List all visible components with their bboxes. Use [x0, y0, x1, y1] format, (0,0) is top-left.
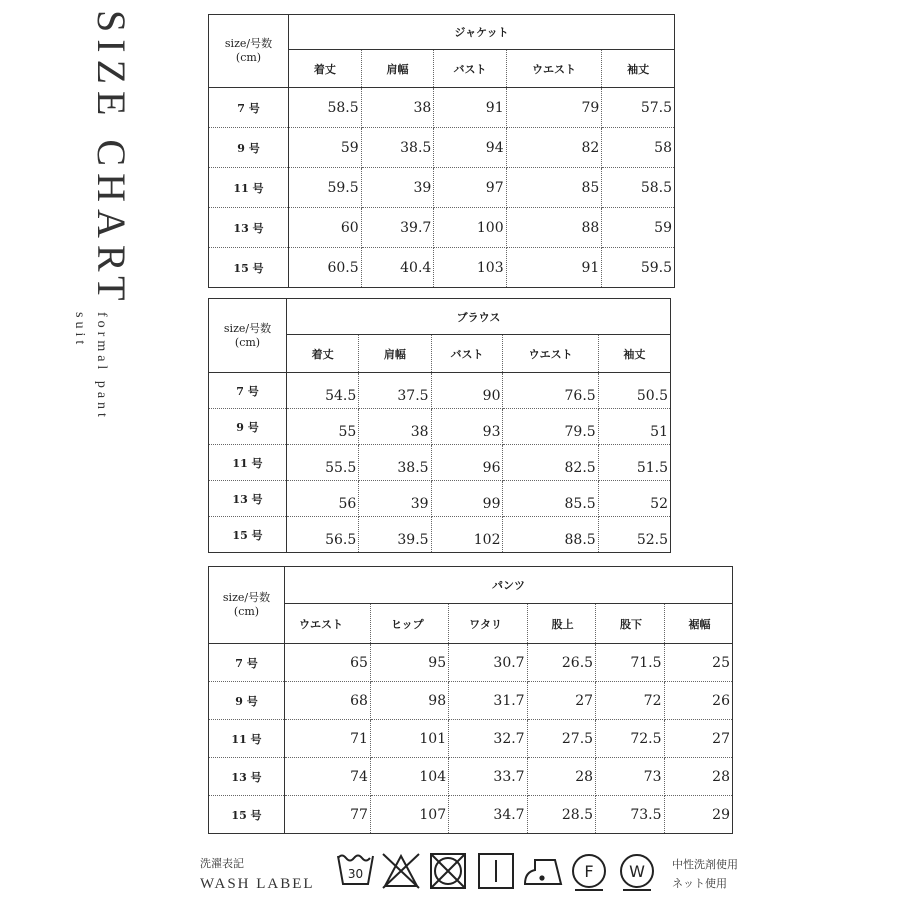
table-cell: 60.5: [289, 248, 362, 288]
table-row: [209, 720, 733, 758]
table-cell: 82: [506, 128, 602, 168]
table-cell: 28.5: [527, 796, 595, 834]
table-cell: 98: [370, 682, 448, 720]
size-corner-label: size/号数 (cm): [209, 299, 287, 373]
table-cell: 68: [285, 682, 371, 720]
table-cell: 101: [370, 720, 448, 758]
table-cell: 51: [598, 409, 670, 445]
no-bleach-icon: [383, 854, 419, 888]
table-cell: 32.7: [449, 720, 527, 758]
page-subtitle: formal pant suit: [72, 312, 109, 421]
table-cell: 34.7: [449, 796, 527, 834]
column-header: ウエスト: [506, 50, 602, 88]
table-cell: 26.5: [527, 644, 595, 682]
table-cell: 77: [285, 796, 371, 834]
row-header-size: 15 号: [209, 248, 289, 288]
row-header-size: 9 号: [209, 682, 285, 720]
svg-text:30: 30: [347, 867, 364, 881]
garment-title: パンツ: [285, 567, 733, 604]
table-cell: 38.5: [361, 128, 434, 168]
table-cell: 104: [370, 758, 448, 796]
table-cell: 39: [361, 168, 434, 208]
wash-label-jp: 洗濯表記: [200, 857, 244, 870]
table-cell: 65: [285, 644, 371, 682]
table-row: [209, 409, 671, 445]
row-header-size: 7 号: [209, 373, 287, 409]
table-cell: 102: [431, 517, 503, 553]
table-cell: 74: [285, 758, 371, 796]
jacket-size-table: [208, 14, 675, 288]
table-cell: 28: [527, 758, 595, 796]
table-row: [209, 481, 671, 517]
row-header-size: 9 号: [209, 128, 289, 168]
table-cell: 58: [602, 128, 675, 168]
column-header: 裾幅: [664, 604, 733, 644]
no-tumble-dry-icon: [431, 854, 465, 888]
table-cell: 59.5: [289, 168, 362, 208]
column-header: バスト: [431, 335, 503, 373]
table-cell: 38: [359, 409, 431, 445]
table-cell: 38: [361, 88, 434, 128]
table-row: [209, 445, 671, 481]
table-cell: 40.4: [361, 248, 434, 288]
table-cell: 55.5: [287, 445, 359, 481]
table-cell: 100: [434, 208, 506, 248]
table-cell: 59.5: [602, 248, 675, 288]
row-header-size: 11 号: [209, 720, 285, 758]
table-cell: 90: [431, 373, 503, 409]
table-row: [209, 644, 733, 682]
table-row: [209, 758, 733, 796]
table-cell: 31.7: [449, 682, 527, 720]
row-header-size: 11 号: [209, 445, 287, 481]
table-cell: 59: [289, 128, 362, 168]
svg-text:W: W: [629, 862, 645, 881]
table-cell: 33.7: [449, 758, 527, 796]
wash-label-en: WASH LABEL: [200, 876, 315, 892]
column-header: 股上: [527, 604, 595, 644]
table-cell: 50.5: [598, 373, 670, 409]
table-cell: 103: [434, 248, 506, 288]
table-row: [209, 88, 675, 128]
wash-notes: [672, 855, 738, 893]
table-cell: 88: [506, 208, 602, 248]
table-cell: 79.5: [503, 409, 598, 445]
table-cell: 79: [506, 88, 602, 128]
table-cell: 71: [285, 720, 371, 758]
column-header: 袖丈: [602, 50, 675, 88]
table-cell: 73: [596, 758, 664, 796]
row-header-size: 13 号: [209, 758, 285, 796]
table-cell: 27: [527, 682, 595, 720]
row-header-size: 9 号: [209, 409, 287, 445]
column-header: ウエスト: [285, 604, 371, 644]
blouse-size-table: [208, 298, 671, 553]
table-row: [209, 168, 675, 208]
row-header-size: 7 号: [209, 88, 289, 128]
table-cell: 91: [506, 248, 602, 288]
table-cell: 29: [664, 796, 733, 834]
table-cell: 91: [434, 88, 506, 128]
size-corner-label: size/号数 (cm): [209, 15, 289, 88]
row-header-size: 7 号: [209, 644, 285, 682]
table-cell: 58.5: [289, 88, 362, 128]
table-cell: 88.5: [503, 517, 598, 553]
table-row: [209, 682, 733, 720]
table-cell: 37.5: [359, 373, 431, 409]
table-cell: 51.5: [598, 445, 670, 481]
table-cell: 57.5: [602, 88, 675, 128]
table-cell: 73.5: [596, 796, 664, 834]
table-cell: 25: [664, 644, 733, 682]
wash-30-tub-icon: [338, 856, 373, 885]
wash-note: ネット使用: [672, 877, 727, 890]
table-cell: 39: [359, 481, 431, 517]
table-cell: 27.5: [527, 720, 595, 758]
column-header: ワタリ: [449, 604, 527, 644]
table-cell: 72: [596, 682, 664, 720]
page-title: SIZE CHART: [89, 10, 134, 308]
row-header-size: 15 号: [209, 796, 285, 834]
pants-size-table: [208, 566, 733, 834]
table-row: [209, 248, 675, 288]
table-cell: 28: [664, 758, 733, 796]
table-row: [209, 128, 675, 168]
dry-clean-f-icon: [573, 855, 605, 890]
column-header: 袖丈: [598, 335, 670, 373]
table-cell: 52: [598, 481, 670, 517]
table-cell: 30.7: [449, 644, 527, 682]
table-cell: 26: [664, 682, 733, 720]
table-cell: 76.5: [503, 373, 598, 409]
row-header-size: 15 号: [209, 517, 287, 553]
table-cell: 94: [434, 128, 506, 168]
table-cell: 97: [434, 168, 506, 208]
row-header-size: 13 号: [209, 481, 287, 517]
garment-title: ジャケット: [289, 15, 675, 50]
row-header-size: 13 号: [209, 208, 289, 248]
column-header: 肩幅: [361, 50, 434, 88]
wash-note: 中性洗剤使用: [672, 858, 738, 871]
iron-low-icon: [525, 860, 561, 884]
wet-clean-w-icon: [621, 855, 653, 890]
table-cell: 58.5: [602, 168, 675, 208]
table-cell: 60: [289, 208, 362, 248]
table-row: [209, 373, 671, 409]
table-cell: 52.5: [598, 517, 670, 553]
table-cell: 93: [431, 409, 503, 445]
table-cell: 56.5: [287, 517, 359, 553]
table-cell: 82.5: [503, 445, 598, 481]
column-header: 着丈: [287, 335, 359, 373]
size-corner-label: size/号数 (cm): [209, 567, 285, 644]
table-row: [209, 208, 675, 248]
table-cell: 85.5: [503, 481, 598, 517]
table-cell: 55: [287, 409, 359, 445]
table-cell: 38.5: [359, 445, 431, 481]
table-cell: 56: [287, 481, 359, 517]
wash-care-icons: [335, 850, 665, 892]
table-cell: 95: [370, 644, 448, 682]
column-header: ヒップ: [370, 604, 448, 644]
row-header-size: 11 号: [209, 168, 289, 208]
table-cell: 27: [664, 720, 733, 758]
table-cell: 107: [370, 796, 448, 834]
table-cell: 54.5: [287, 373, 359, 409]
table-row: [209, 796, 733, 834]
column-header: 着丈: [289, 50, 362, 88]
garment-title: ブラウス: [287, 299, 671, 335]
column-header: バスト: [434, 50, 506, 88]
table-cell: 99: [431, 481, 503, 517]
table-cell: 96: [431, 445, 503, 481]
column-header: 股下: [596, 604, 664, 644]
table-cell: 39.7: [361, 208, 434, 248]
table-row: [209, 517, 671, 553]
column-header: 肩幅: [359, 335, 431, 373]
table-cell: 72.5: [596, 720, 664, 758]
column-header: ウエスト: [503, 335, 598, 373]
table-cell: 39.5: [359, 517, 431, 553]
line-dry-icon: [479, 854, 513, 888]
svg-text:F: F: [584, 862, 594, 881]
table-cell: 71.5: [596, 644, 664, 682]
table-cell: 85: [506, 168, 602, 208]
table-cell: 59: [602, 208, 675, 248]
